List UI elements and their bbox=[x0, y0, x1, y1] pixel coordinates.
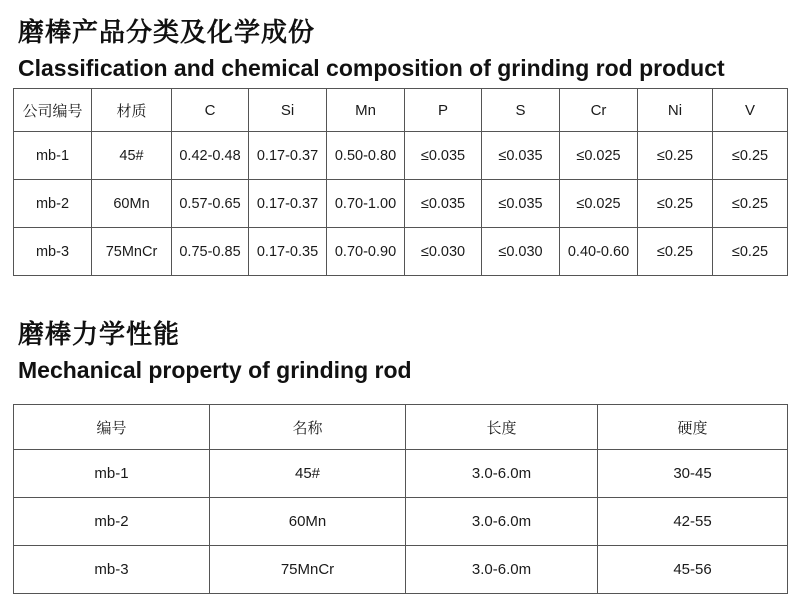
header-cr: Cr bbox=[560, 89, 638, 132]
mechanical-title-cn: 磨棒力学性能 bbox=[18, 320, 181, 350]
cell-cr: ≤0.025 bbox=[560, 180, 638, 228]
cell-s: ≤0.030 bbox=[482, 228, 560, 276]
cell-name: 75MnCr bbox=[210, 546, 406, 594]
composition-title-en: Classification and chemical composition of grinding rod product bbox=[18, 55, 725, 81]
table-row bbox=[14, 180, 788, 228]
composition-header-row bbox=[14, 89, 788, 132]
mechanical-header-row bbox=[14, 405, 788, 450]
cell-s: ≤0.035 bbox=[482, 132, 560, 180]
header-c: C bbox=[172, 89, 249, 132]
header-length: 长度 bbox=[406, 405, 598, 450]
cell-v: ≤0.25 bbox=[713, 132, 788, 180]
cell-material: 75MnCr bbox=[92, 228, 172, 276]
cell-material: 45# bbox=[92, 132, 172, 180]
cell-hardness: 45-56 bbox=[598, 546, 788, 594]
cell-c: 0.75-0.85 bbox=[172, 228, 249, 276]
cell-p: ≤0.035 bbox=[405, 180, 482, 228]
cell-si: 0.17-0.37 bbox=[249, 132, 327, 180]
cell-si: 0.17-0.37 bbox=[249, 180, 327, 228]
cell-c: 0.57-0.65 bbox=[172, 180, 249, 228]
cell-mn: 0.50-0.80 bbox=[327, 132, 405, 180]
table-row bbox=[14, 498, 788, 546]
cell-s: ≤0.035 bbox=[482, 180, 560, 228]
header-p: P bbox=[405, 89, 482, 132]
cell-mn: 0.70-1.00 bbox=[327, 180, 405, 228]
cell-code: mb-1 bbox=[14, 132, 92, 180]
cell-hardness: 42-55 bbox=[598, 498, 788, 546]
cell-name: 60Mn bbox=[210, 498, 406, 546]
cell-code: mb-2 bbox=[14, 180, 92, 228]
table-row bbox=[14, 546, 788, 594]
header-company-code: 公司编号 bbox=[14, 89, 92, 132]
cell-length: 3.0-6.0m bbox=[406, 546, 598, 594]
cell-name: 45# bbox=[210, 450, 406, 498]
header-hardness: 硬度 bbox=[598, 405, 788, 450]
cell-cr: 0.40-0.60 bbox=[560, 228, 638, 276]
header-v: V bbox=[713, 89, 788, 132]
composition-table bbox=[13, 88, 788, 276]
cell-number: mb-2 bbox=[14, 498, 210, 546]
table-row bbox=[14, 132, 788, 180]
cell-material: 60Mn bbox=[92, 180, 172, 228]
cell-si: 0.17-0.35 bbox=[249, 228, 327, 276]
table-row bbox=[14, 228, 788, 276]
table-row bbox=[14, 450, 788, 498]
cell-ni: ≤0.25 bbox=[638, 132, 713, 180]
header-mn: Mn bbox=[327, 89, 405, 132]
cell-length: 3.0-6.0m bbox=[406, 450, 598, 498]
cell-ni: ≤0.25 bbox=[638, 180, 713, 228]
mechanical-table bbox=[13, 404, 788, 594]
cell-length: 3.0-6.0m bbox=[406, 498, 598, 546]
composition-title-cn: 磨棒产品分类及化学成份 bbox=[18, 18, 316, 48]
cell-v: ≤0.25 bbox=[713, 228, 788, 276]
cell-mn: 0.70-0.90 bbox=[327, 228, 405, 276]
mechanical-title-en: Mechanical property of grinding rod bbox=[18, 357, 412, 383]
header-number: 编号 bbox=[14, 405, 210, 450]
cell-cr: ≤0.025 bbox=[560, 132, 638, 180]
cell-code: mb-3 bbox=[14, 228, 92, 276]
cell-number: mb-1 bbox=[14, 450, 210, 498]
header-s: S bbox=[482, 89, 560, 132]
header-ni: Ni bbox=[638, 89, 713, 132]
header-si: Si bbox=[249, 89, 327, 132]
cell-ni: ≤0.25 bbox=[638, 228, 713, 276]
cell-p: ≤0.030 bbox=[405, 228, 482, 276]
cell-p: ≤0.035 bbox=[405, 132, 482, 180]
cell-hardness: 30-45 bbox=[598, 450, 788, 498]
cell-number: mb-3 bbox=[14, 546, 210, 594]
cell-c: 0.42-0.48 bbox=[172, 132, 249, 180]
header-name: 名称 bbox=[210, 405, 406, 450]
header-material: 材质 bbox=[92, 89, 172, 132]
cell-v: ≤0.25 bbox=[713, 180, 788, 228]
